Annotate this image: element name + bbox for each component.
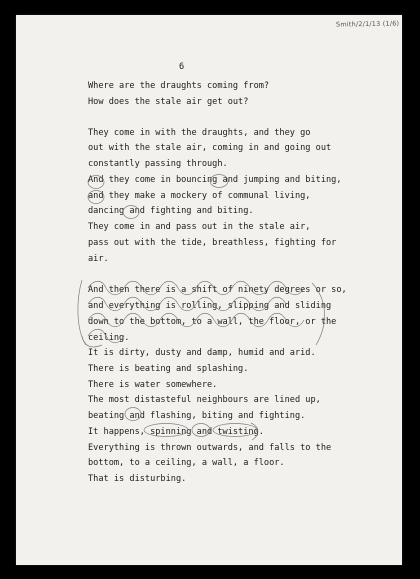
typescript-page [16, 15, 402, 565]
poem-line: Everything is thrown outwards, and falls to the [88, 443, 332, 453]
poem-line: and they make a mockery of communal living, [88, 191, 311, 201]
poem-line: And they come in bouncing and jumping and biting, [88, 175, 342, 185]
poem-line: It happens, spinning and twisting. [88, 427, 264, 437]
poem-line: constantly passing through. [88, 159, 228, 169]
poem-line: It is dirty, dusty and damp, humid and arid. [88, 348, 316, 358]
poem-line: and everything is rolling, slipping and sliding [88, 301, 332, 311]
poem-line: ceiling. [88, 333, 130, 343]
poem-line: They come in and pass out in the stale air, [88, 222, 311, 232]
poem-line: beating and flashing, biting and fighting. [88, 411, 306, 421]
poem-line: dancing and fighting and biting. [88, 206, 254, 216]
poem-line: And then there is a shift of ninety degrees or so, [88, 285, 347, 295]
poem-line: out with the stale air, coming in and going out [88, 143, 332, 153]
archive-reference: Smith/2/1/13 (1/6) [335, 19, 400, 29]
poem-line: There is beating and splashing. [88, 364, 249, 374]
poem-line: Where are the draughts coming from? [88, 81, 270, 91]
poem-line: They come in with the draughts, and they go [88, 128, 311, 138]
poem-line: The most distasteful neighbours are lined up, [88, 395, 321, 405]
poem-line: down to the bottom, to a wall, the floor, or the [88, 317, 337, 327]
poem-line: How does the stale air get out? [88, 97, 249, 107]
poem-line: bottom, to a ceiling, a wall, a floor. [88, 458, 285, 468]
poem-line: That is disturbing. [88, 474, 187, 484]
poem-line: pass out with the tide, breathless, fighting for [88, 238, 337, 248]
poem-line: There is water somewhere. [88, 380, 218, 390]
poem-line: air. [88, 254, 109, 264]
page-number: 6 [179, 62, 185, 72]
